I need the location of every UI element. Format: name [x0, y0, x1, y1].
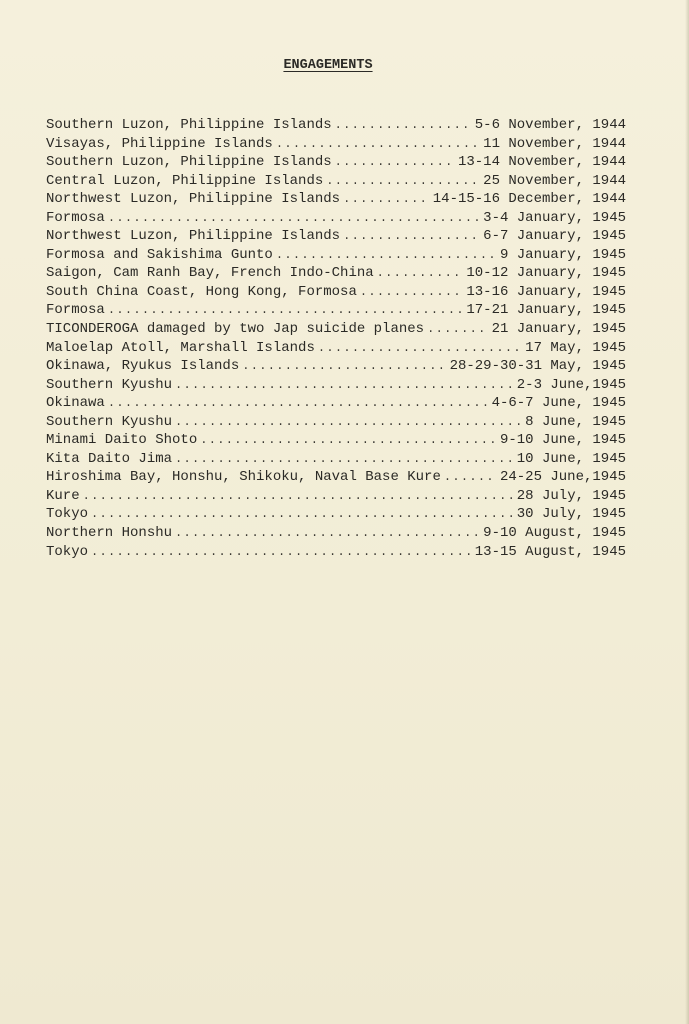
- engagement-place: Visayas, Philippine Islands: [46, 135, 273, 152]
- engagement-place: Tokyo: [46, 506, 89, 523]
- engagement-date: 3-4 January, 1945: [483, 209, 626, 226]
- engagement-place: Kita Daito Jima: [46, 450, 173, 467]
- engagement-row: [46, 394, 626, 413]
- engagement-date: 8 June, 1945: [525, 413, 626, 430]
- dot-leader: [108, 301, 464, 320]
- engagement-date: 14-15-16 December, 1944: [432, 191, 626, 208]
- engagement-row: [46, 339, 626, 358]
- engagement-row: [46, 301, 626, 320]
- dot-leader: [360, 283, 464, 302]
- engagement-date: 10-12 January, 1945: [466, 265, 626, 282]
- dot-leader: [175, 450, 514, 469]
- engagement-date: 21 January, 1945: [491, 321, 626, 338]
- dot-leader: [318, 339, 522, 358]
- engagement-date: 9 January, 1945: [499, 246, 626, 263]
- engagement-list: [46, 116, 626, 561]
- page-edge-shadow: [685, 0, 689, 1024]
- engagement-date: 6-7 January, 1945: [483, 228, 626, 245]
- dot-leader: [326, 172, 480, 191]
- engagement-place: TICONDEROGA damaged by two Jap suicide planes: [46, 321, 425, 338]
- engagement-place: Northern Honshu: [46, 525, 173, 542]
- engagement-row: [46, 487, 626, 506]
- engagement-row: [46, 543, 626, 562]
- engagement-place: Saigon, Cam Ranh Bay, French Indo-China: [46, 265, 374, 282]
- engagement-date: 13-15 August, 1945: [474, 543, 626, 560]
- engagement-place: Tokyo: [46, 543, 89, 560]
- dot-leader: [343, 227, 480, 246]
- engagement-place: Formosa and Sakishima Gunto: [46, 246, 273, 263]
- engagement-date: 30 July, 1945: [516, 506, 626, 523]
- engagement-row: [46, 468, 626, 487]
- dot-leader: [377, 264, 464, 283]
- dot-leader: [175, 376, 514, 395]
- engagement-row: [46, 227, 626, 246]
- engagement-row: [46, 153, 626, 172]
- engagement-place: Formosa: [46, 302, 105, 319]
- engagement-place: Okinawa, Ryukus Islands: [46, 358, 240, 375]
- engagement-date: 10 June, 1945: [516, 450, 626, 467]
- engagement-place: Central Luzon, Philippine Islands: [46, 172, 324, 189]
- engagement-place: Kure: [46, 487, 80, 504]
- engagement-row: [46, 264, 626, 283]
- engagement-row: [46, 172, 626, 191]
- engagement-date: 11 November, 1944: [483, 135, 626, 152]
- dot-leader: [276, 135, 480, 154]
- page-title: ENGAGEMENTS: [283, 58, 373, 73]
- engagement-date: 9-10 August, 1945: [483, 525, 626, 542]
- engagement-row: [46, 116, 626, 135]
- dot-leader: [335, 153, 455, 172]
- dot-leader: [200, 431, 497, 450]
- engagement-date: 4-6-7 June, 1945: [491, 395, 626, 412]
- engagement-row: [46, 376, 626, 395]
- engagement-place: Hiroshima Bay, Honshu, Shikoku, Naval Base Kure: [46, 469, 441, 486]
- engagement-row: [46, 283, 626, 302]
- engagement-place: Okinawa: [46, 395, 105, 412]
- dot-leader: [91, 505, 514, 524]
- engagement-row: [46, 431, 626, 450]
- dot-leader: [175, 524, 480, 543]
- engagement-place: Northwest Luzon, Philippine Islands: [46, 228, 341, 245]
- engagement-place: Southern Luzon, Philippine Islands: [46, 117, 332, 133]
- engagement-place: Southern Kyushu: [46, 376, 173, 393]
- engagement-place: Formosa: [46, 209, 105, 226]
- engagement-date: 25 November, 1944: [483, 172, 626, 189]
- dot-leader: [343, 190, 430, 209]
- dot-leader: [335, 116, 472, 135]
- dot-leader: [91, 543, 472, 562]
- engagement-row: [46, 190, 626, 209]
- engagement-row: [46, 209, 626, 228]
- engagement-row: [46, 413, 626, 432]
- engagement-row: [46, 320, 626, 339]
- engagement-place: Southern Kyushu: [46, 413, 173, 430]
- engagement-date: 9-10 June, 1945: [499, 432, 626, 449]
- dot-leader: [108, 209, 480, 228]
- engagement-place: Minami Daito Shoto: [46, 432, 198, 449]
- dot-leader: [175, 413, 522, 432]
- engagement-row: [46, 357, 626, 376]
- engagement-date: 28 July, 1945: [516, 487, 626, 504]
- engagement-date: 24-25 June,1945: [499, 469, 626, 486]
- engagement-date: 5-6 November, 1944: [474, 117, 626, 133]
- engagement-place: Southern Luzon, Philippine Islands: [46, 154, 332, 171]
- engagement-date: 17-21 January, 1945: [466, 302, 626, 319]
- engagement-date: 17 May, 1945: [525, 339, 626, 356]
- engagement-row: [46, 524, 626, 543]
- engagement-row: [46, 505, 626, 524]
- dot-leader: [83, 487, 514, 506]
- engagement-place: South China Coast, Hong Kong, Formosa: [46, 283, 357, 300]
- engagement-date: 13-16 January, 1945: [466, 283, 626, 300]
- dot-leader: [242, 357, 446, 376]
- engagement-place: Maloelap Atoll, Marshall Islands: [46, 339, 315, 356]
- engagement-row: [46, 246, 626, 265]
- engagement-date: 13-14 November, 1944: [457, 154, 626, 171]
- dot-leader: [276, 246, 497, 265]
- engagement-date: 2-3 June,1945: [516, 376, 626, 393]
- dot-leader: [444, 468, 497, 487]
- dot-leader: [108, 394, 489, 413]
- engagement-place: Northwest Luzon, Philippine Islands: [46, 191, 341, 208]
- engagement-date: 28-29-30-31 May, 1945: [449, 358, 626, 375]
- dot-leader: [427, 320, 489, 339]
- engagement-row: [46, 135, 626, 154]
- engagement-row: [46, 450, 626, 469]
